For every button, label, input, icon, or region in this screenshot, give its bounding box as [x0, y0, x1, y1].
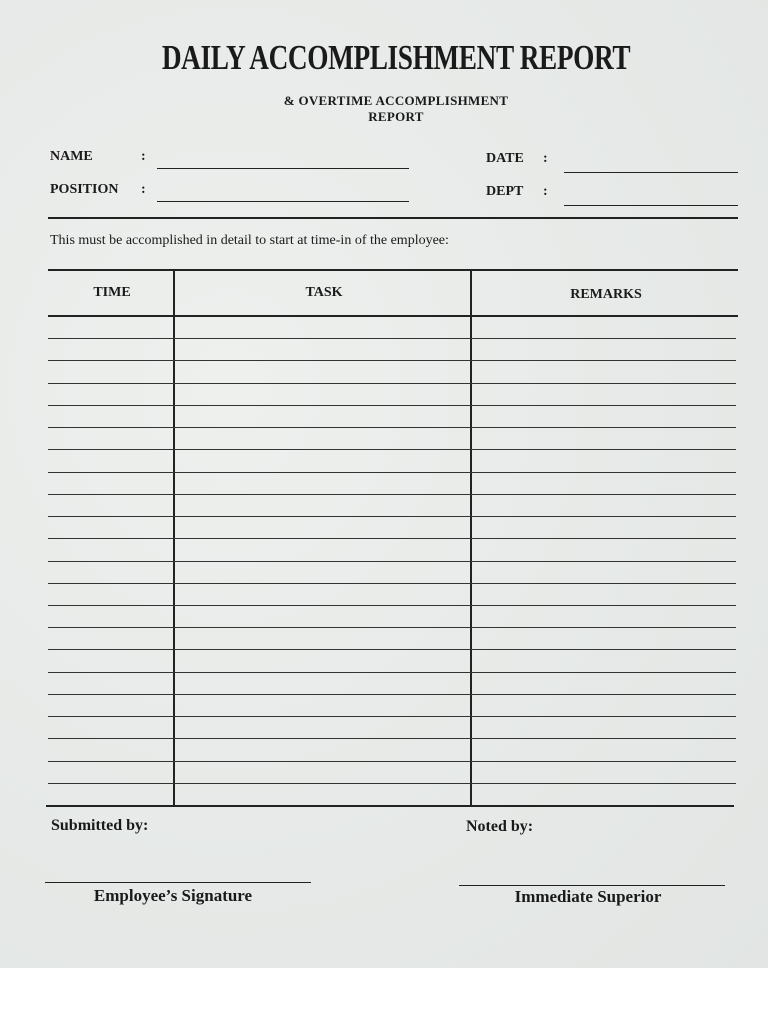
table-row-line [48, 672, 736, 673]
table-row-line [48, 360, 736, 361]
table-row-line [48, 561, 736, 562]
table-row-line [48, 494, 736, 495]
table-row-line [48, 716, 736, 717]
table-row-line [48, 783, 736, 784]
table-row-line [48, 449, 736, 450]
subtitle-line-2: REPORT [368, 109, 424, 124]
subtitle-line-1: & OVERTIME ACCOMPLISHMENT [283, 93, 509, 108]
noted-by-label: Noted by: [466, 818, 534, 835]
immediate-superior-line[interactable] [459, 885, 725, 886]
table-header-rule [48, 315, 738, 317]
dept-colon: : [543, 184, 548, 199]
column-header-remarks: REMARKS [570, 287, 642, 302]
table-row-line [48, 583, 736, 584]
table-row-line [48, 383, 736, 384]
name-label: NAME [50, 149, 93, 164]
employee-signature-caption: Employee’s Signature [93, 886, 253, 905]
date-colon: : [543, 151, 548, 166]
table-row-line [48, 605, 736, 606]
table-bottom-rule [46, 805, 734, 807]
table-row-line [48, 694, 736, 695]
employee-signature-line[interactable] [45, 882, 311, 883]
report-title: DAILY ACCOMPLISHMENT REPORT [161, 38, 631, 77]
table-row-line [48, 761, 736, 762]
table-row-line [48, 627, 736, 628]
immediate-superior-caption: Immediate Superior [514, 887, 662, 906]
table-row-line [48, 516, 736, 517]
column-header-time: TIME [93, 285, 131, 300]
table-row-line [48, 738, 736, 739]
position-colon: : [141, 182, 146, 197]
date-label: DATE [486, 151, 524, 166]
table-row-line [48, 427, 736, 428]
table-top-rule [48, 269, 738, 271]
dept-label: DEPT [486, 184, 524, 199]
table-row-line [48, 538, 736, 539]
instruction-text: This must be accomplished in detail to start at time-in of the employee: [50, 233, 449, 248]
submitted-by-label: Submitted by: [51, 817, 149, 834]
table-row-line [48, 338, 736, 339]
name-colon: : [141, 149, 146, 164]
table-row-line [48, 472, 736, 473]
position-label: POSITION [50, 182, 119, 197]
table-row-line [48, 649, 736, 650]
table-row-line [48, 405, 736, 406]
column-header-task: TASK [305, 285, 343, 300]
